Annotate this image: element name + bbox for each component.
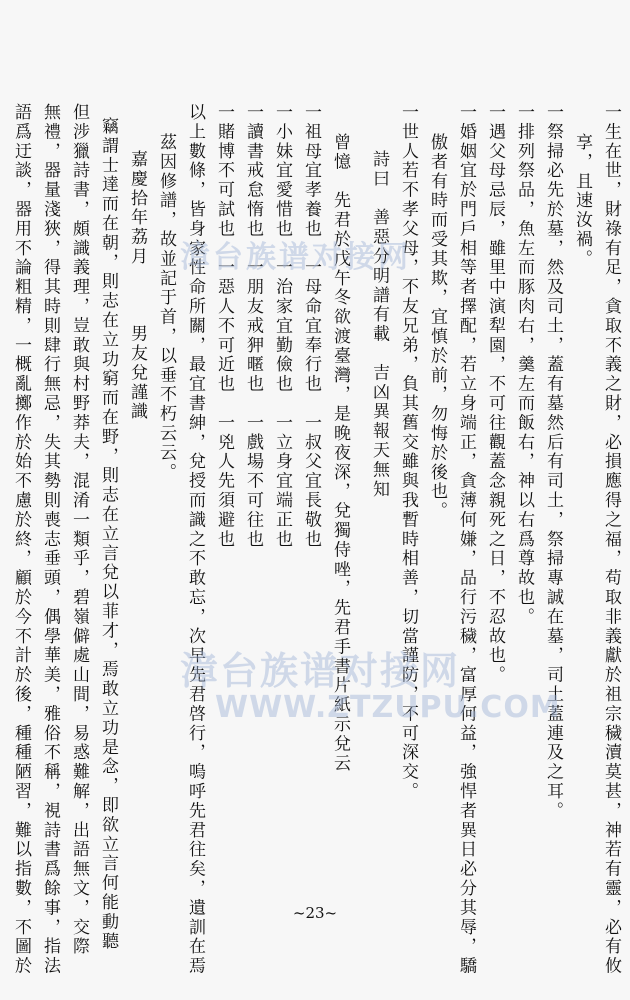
text-column: 一祖母宜孝養也 一母命宜奉行也 一叔父宜長敬也: [301, 103, 321, 550]
text-column: 傲者有時而受其欺，宜慎於前，勿悔於後也。: [427, 133, 447, 521]
text-column: 一世人若不孝父母，不友兄弟，負其舊交雖與我暫時相善，切當謹防，不可深交。: [398, 103, 418, 802]
text-column: 但涉獵詩書，頗識義理，豈敢與村野莽夫，混淆一類乎，碧嶺僻處山間，易惑難解，出語無文，交際: [69, 103, 89, 957]
text-column: 無禮，器量淺狹，得其時則肆行無忌，失其勢則喪志垂頭，偶學華美，雅俗不稱，視詩書爲餘事，指法: [40, 103, 60, 976]
text-column: 享，且速汝禍。: [572, 133, 592, 269]
text-column: 以上數條，皆身家性命所關，最宜書紳，兌授而識之不敢忘，次早先君啓行，嗚呼先君往矣，遺訓在焉: [185, 103, 205, 976]
text-column: 一生在世，財祿有足，貪取不義之財，必損應得之福，苟取非義獻於祖宗穢瀆莫甚，神若有靈，必有攸: [601, 103, 621, 976]
text-column: 曾憶 先君於戊午冬欲渡臺灣，是晚夜深，兌獨侍唑，先君手書片紙示兌云: [330, 133, 350, 774]
text-column: 語爲迂談，器用不論粗精，一概亂擲作於始不慮於終，顧於今不計於後，種種陋習，難以指數，不圖於: [11, 103, 31, 976]
text-column: 詩曰 善惡分明譜有載 吉凶異報天無知: [369, 150, 389, 500]
text-column: 茲因修譜，故並記于首，以垂不朽云云。: [156, 133, 176, 483]
text-column: 嘉慶拾年荔月 男友兌謹識: [127, 150, 147, 422]
text-column: 一賭博不可試也 一惡人不可近也 一兇人先須避也: [214, 103, 234, 550]
text-column: 竊謂士達而在朝，則志在立功窮而在野，則志在立言兌以菲才，焉敢立功是念，即欲立言何能動聽: [98, 117, 118, 952]
watermark-url: WWW.ZTZUPU.COM: [215, 690, 561, 725]
text-column: 一小妹宜愛惜也 一治家宜勤儉也 一立身宜端正也: [272, 103, 292, 550]
text-column: 一婚姻宜於門戶相等者擇配，若立身端正，貪薄何嫌，品行污穢，富厚何益，強悍者異日必分其辱，驕: [456, 103, 476, 976]
text-column: 一讀書戒怠惰也 一朋友戒狎暱也 一戲場不可往也: [243, 103, 263, 550]
watermark-text-bottom: 漳台族谱对接网: [180, 649, 461, 693]
watermark-text-top: 漳台族谱对接网: [180, 240, 411, 275]
page-number: ~23~: [292, 904, 338, 922]
text-column: 一遇父母忌辰，雖里中演犁園，不可往觀蓋念親死之日，不忍故也。: [485, 103, 505, 685]
text-column: 一排列祭品，魚左而豚肉右，羹左而飯右，神以右爲尊故也。: [514, 103, 534, 627]
text-column: 一祭掃必先於墓，然及司土，蓋有墓然后有司土，祭掃專誠在墓，司土蓋連及之耳。: [543, 103, 563, 821]
